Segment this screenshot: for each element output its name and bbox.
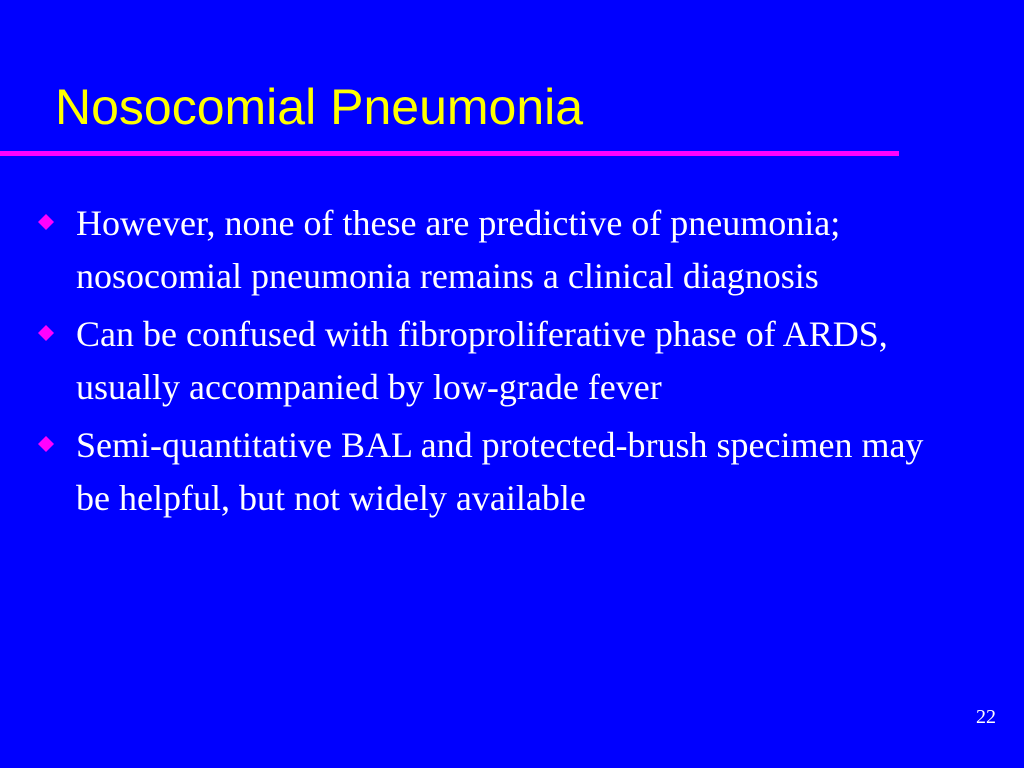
diamond-bullet-icon	[38, 436, 54, 452]
bullet-text: Can be confused with fibroproliferative phase of ARDS, usually accompanied by low-grade fever	[76, 314, 888, 407]
bullet-item	[36, 197, 966, 303]
bullet-item	[36, 419, 966, 525]
bullet-item	[36, 308, 966, 414]
bullet-text: Semi-quantitative BAL and protected-brush specimen may be helpful, but not widely available	[76, 425, 924, 518]
bullet-list	[36, 197, 966, 530]
page-number: 22	[976, 706, 996, 728]
title-divider	[0, 151, 899, 156]
slide-title: Nosocomial Pneumonia	[55, 79, 584, 135]
diamond-bullet-icon	[38, 325, 54, 341]
bullet-text: However, none of these are predictive of pneumonia; nosocomial pneumonia remains a clinical diagnosis	[76, 203, 841, 296]
diamond-bullet-icon	[38, 214, 54, 230]
